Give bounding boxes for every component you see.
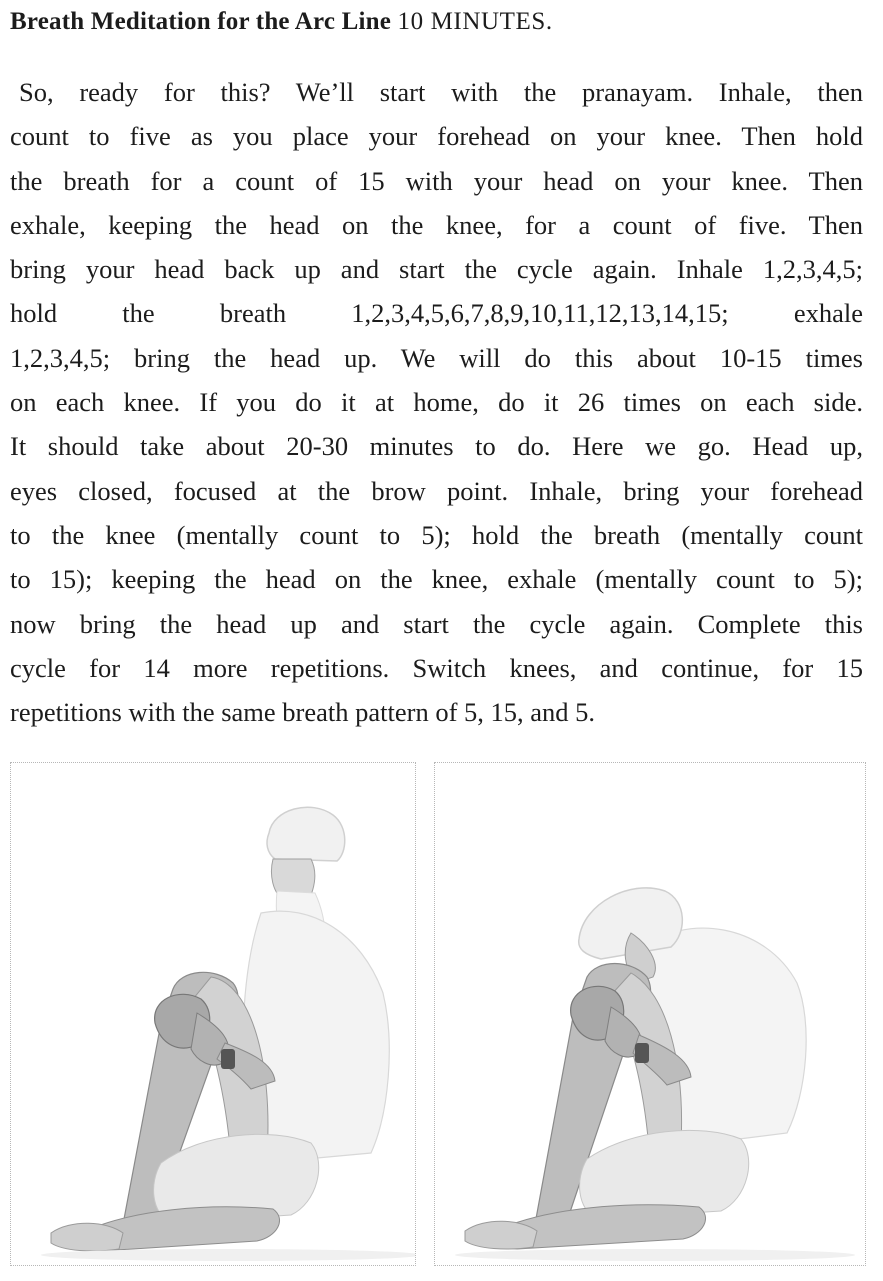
paragraph-line: hold the breath 1,2,3,4,5,6,7,8,9,10,11,12,13,14,15; exhale xyxy=(10,298,863,329)
paragraph-line: bring your head back up and start the cycle again. Inhale 1,2,3,4,5; xyxy=(10,254,863,285)
meditation-duration: 10 MINUTES. xyxy=(397,8,553,35)
seated-figure-head-up-illustration xyxy=(11,763,415,1265)
paragraph-line: 1,2,3,4,5; bring the head up. We will do this about 10-15 times xyxy=(10,342,863,373)
paragraph-line: So, ready for this? We’ll start with the pranayam. Inhale, then xyxy=(19,77,863,107)
paragraph-line: to 15); keeping the head on the knee, exhale (mentally count to 5); xyxy=(10,564,863,595)
paragraph-line: repetitions with the same breath pattern of 5, 15, and 5. xyxy=(10,697,596,728)
paragraph-line: on each knee. If you do it at home, do it 26 times on each side. xyxy=(10,387,863,418)
paragraph-line: now bring the head up and start the cycle again. Complete this xyxy=(10,608,863,639)
photo-head-on-knee xyxy=(434,762,866,1266)
paragraph-line: count to five as you place your forehead on your knee. Then hold xyxy=(10,121,863,152)
paragraph-line: the breath for a count of 15 with your head on your knee. Then xyxy=(10,165,863,196)
paragraph-line: cycle for 14 more repetitions. Switch knees, and continue, for 15 xyxy=(10,652,863,683)
paragraph-line: eyes closed, focused at the brow point. Inhale, bring your forehead xyxy=(10,475,863,506)
paragraph-line: to the knee (mentally count to 5); hold the breath (mentally count xyxy=(10,519,863,550)
paragraph-line: exhale, keeping the head on the knee, for a count of five. Then xyxy=(10,209,863,240)
meditation-title: Breath Meditation for the Arc Line xyxy=(10,8,392,35)
seated-figure-head-on-knee-illustration xyxy=(435,763,865,1265)
photo-head-up xyxy=(10,762,416,1266)
instructions-paragraph xyxy=(10,70,863,734)
paragraph-line: It should take about 20-30 minutes to do. Here we go. Head up, xyxy=(10,431,863,462)
page-heading xyxy=(10,4,870,40)
